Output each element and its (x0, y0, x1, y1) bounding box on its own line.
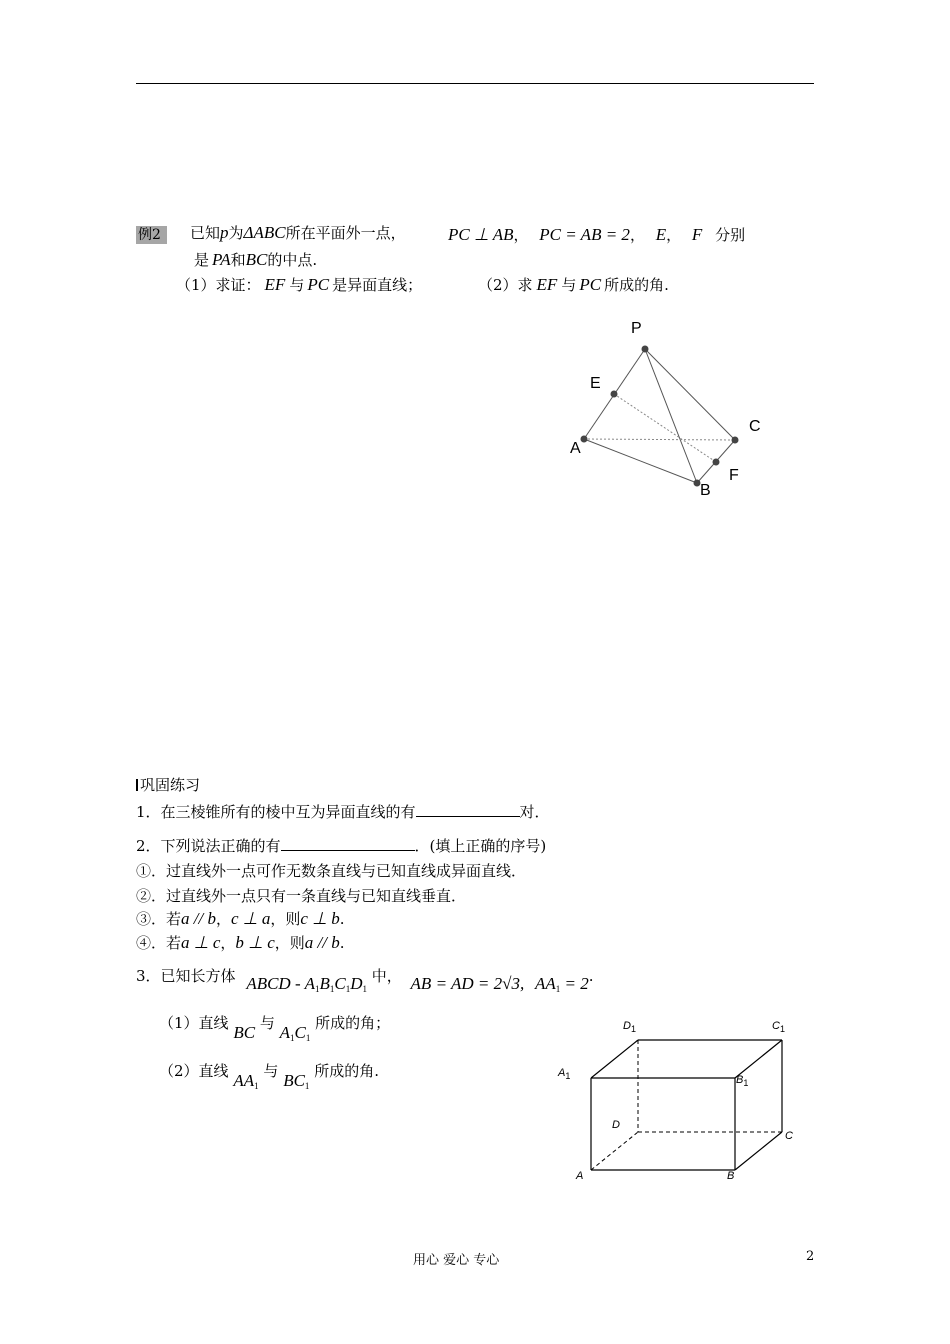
example2-line2: 是 PA和BC的中点. (194, 250, 318, 269)
page-number: 2 (806, 1249, 815, 1264)
example2-line1: 已知p为ΔABC所在平面外一点， (190, 223, 406, 242)
label-a: A (576, 1170, 584, 1182)
label-b: B (700, 482, 711, 499)
practice-q3: 3．已知长方体 ABCD - $A_1B_1C_1D_1$ 中， AB = AD = 2√3, $AA_1 = 2$. (136, 967, 594, 994)
label-a1: $A_1$ (558, 1067, 571, 1081)
practice-q3-part2: （2）直线 $AA_1$ 与 $BC_1$ 所成的角. (159, 1062, 379, 1091)
label-d: D (612, 1119, 620, 1131)
statement-1: ①．过直线外一点可作无数条直线与已知直线成异面直线． (136, 862, 527, 880)
edge-b1c1 (735, 1040, 782, 1078)
label-c1: $C_1$ (772, 1020, 785, 1034)
label-c: C (785, 1130, 793, 1142)
practice-q1: 1．在三棱锥所有的棱中互为异面直线的有 对． (136, 803, 550, 821)
label-a: A (570, 440, 581, 457)
footer-slogan: 用心 爱心 专心 (413, 1253, 500, 1268)
edge-d1a1 (591, 1040, 638, 1078)
label-c: C (749, 418, 761, 435)
label-f: F (729, 467, 739, 484)
label-b1: $B_1$ (736, 1074, 749, 1088)
example2-question2: （2）求 EF 与 PC 所成的角. (478, 275, 669, 294)
statement-4: ④．若a ⊥ c，b ⊥ c，则a // b. (136, 933, 345, 952)
label-d1: $D_1$ (623, 1020, 636, 1034)
statement-2: ②．过直线外一点只有一条直线与已知直线垂直． (136, 887, 467, 905)
practice-q3-part1: （1）直线 BC 与 $A_1C_1$ 所成的角； (159, 1014, 391, 1043)
practice-heading: 巩固练习 (136, 775, 200, 795)
example2-question1: （1）求证： EF 与 PC 是异面直线； (176, 275, 423, 294)
edge-bc (735, 1132, 782, 1170)
label-e: E (590, 375, 601, 392)
example2-line1-cond: PC ⊥ AB， PC = AB = 2， E， F 分别 (448, 225, 746, 244)
label-p: P (631, 320, 642, 337)
practice-q2: 2．下列说法正确的有 ．(填上正确的序号) (136, 837, 547, 855)
label-b: B (727, 1170, 735, 1182)
example-label: 例2 (136, 226, 167, 244)
statement-3: ③．若a // b，c ⊥ a，则c ⊥ b. (136, 909, 345, 928)
edge-ad-hidden (591, 1132, 638, 1170)
